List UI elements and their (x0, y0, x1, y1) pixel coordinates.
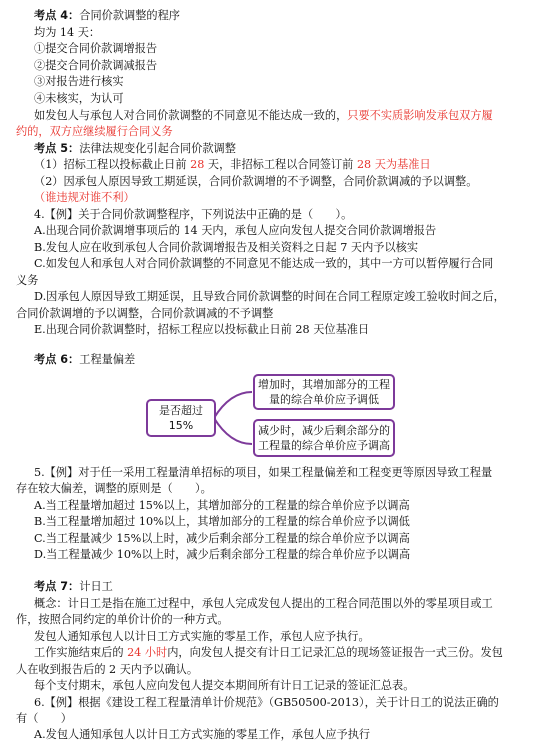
item1-highlight-days: 28 (190, 158, 205, 171)
section5-prefix: 考点 5： (34, 142, 80, 155)
example6-question-line1: 6.【例】根据《建设工程工程量清单计价规范》（GB50500-2013），关于计日工的说法正确的 (34, 696, 499, 709)
section7-period: 每个支付期末，承包人应向发包人提交本期间所有计日工记录的签证汇总表。 (34, 679, 415, 692)
example5-question-line2: 存在较大偏差，调整的原则是（ ）。 (16, 482, 212, 495)
example4-question: 4.【例】关于合同价款调整程序，下列说法中正确的是（ ）。 (34, 208, 353, 221)
center-line1: 是否超过 (159, 404, 203, 417)
diagram-upper-box (253, 374, 395, 410)
example4-option: E.出现合同价款调整时，招标工程应以投标截止日前 28 天位基准日 (34, 323, 370, 336)
section4-prefix: 考点 4： (34, 9, 80, 22)
section5-item2: （2）因承包人原因导致工期延误，合同价款调增的不予调整，合同价款调减的予以调整。 (34, 175, 478, 188)
example6-option-a: A.发包人通知承包人以计日工方式实施的零星工作，承包人应予执行 (34, 728, 371, 741)
example5-option: A.当工程量增加超过 15%以上，其增加部分的工程量的综合单价应予以调高 (34, 499, 410, 512)
report-text: 工作实施结束后的 (34, 646, 128, 659)
section6-prefix: 考点 6： (34, 353, 80, 366)
section7-concept-line1: 概念：计日工是指在施工过程中，承包人完成发包人提出的工程合同范围以外的零星项目或工 (34, 597, 493, 610)
section7-heading (34, 580, 113, 594)
report-highlight: 24 小时 (127, 646, 168, 659)
section5-note: （谁违规对谁不利） (34, 191, 135, 204)
section4-line: ③对报告进行核实 (34, 75, 124, 88)
section7-title: 计日工 (79, 580, 113, 593)
example5-option: C.当工程量减少 15%以上时，减少后剩余部分工程量的综合单价应予以调高 (34, 532, 410, 545)
section4-title: 合同价款调整的程序 (79, 9, 180, 22)
dispute-highlight: 只要不实质影响发承包双方履 (347, 109, 493, 122)
example5-option: B.当工程量增加超过 10%以上，其增加部分的工程量的综合单价应予以调低 (34, 515, 410, 528)
connector-lower (214, 418, 252, 444)
example5-option: D.当工程量减少 10%以上时，减少后剩余部分工程量的综合单价应予以调高 (34, 548, 411, 561)
section4-line: ④未核实，为认可 (34, 92, 124, 105)
section6-title: 工程量偏差 (79, 353, 136, 366)
example6-question-line2: 有（ ） (16, 712, 72, 725)
example4-option: C.如发包人和承包人对合同价款调整的不同意见不能达成一致的，其中一方可以暂停履行合同 (34, 257, 494, 270)
section4-dispute-line2: 约的，双方应继续履行合同义务 (16, 125, 173, 138)
center-line2: 15% (168, 419, 194, 432)
section7-prefix: 考点 7： (34, 580, 80, 593)
dispute-text: 如发包人与承包人对合同价款调整的不同意见不能达成一致的， (34, 109, 348, 122)
section7-notify: 发包人通知承包人以计日工方式实施的零星工作，承包人应予执行。 (34, 630, 370, 643)
upper-line1: 增加时，其增加部分的工程 (258, 378, 390, 391)
example4-option: B.发包人应在收到承包人合同价款调增报告及相关资料之日起 7 天内予以核实 (34, 241, 419, 254)
section4-line: 均为 14 天： (34, 26, 101, 39)
section4-line: ②提交合同价款调减报告 (34, 59, 158, 72)
example5-question-line1: 5.【例】对于任一采用工程量清单招标的项目，如果工程量偏差和工程变更等原因导致工程量 (34, 466, 493, 479)
item1-text: （1）招标工程以投标截止日前 (34, 158, 191, 171)
lower-line1: 减少时，减少后剩余部分的 (258, 424, 390, 437)
diagram-center-box (146, 399, 216, 437)
section7-report-line2: 人在收到报告后的 2 天内予以确认。 (16, 663, 199, 676)
example4-option: D.因承包人原因导致工期延误，且导致合同价款调整的时间在合同工程原定竣工验收时间之后， (34, 290, 505, 303)
diagram-lower-box (253, 419, 395, 457)
section4-line: ①提交合同价款调增报告 (34, 42, 158, 55)
section5-title: 法律法规变化引起合同价款调整 (79, 142, 236, 155)
item1-text-2: 天，非招标工程以合同签订前 (204, 158, 357, 171)
upper-line2: 量的综合单价应予调低 (269, 393, 379, 406)
lower-line2: 工程量的综合单价应予调高 (258, 439, 390, 452)
item1-highlight-base: 28 天为基准日 (356, 158, 431, 171)
connector-upper (214, 392, 252, 418)
section7-report-line1 (34, 646, 503, 660)
section7-concept-line2: 作，按照合同约定的单价计价的一种方式。 (16, 613, 229, 626)
example4-option-cont: 合同价款调增的予以调整，合同价款调减的不予调整 (16, 307, 274, 320)
report-text-2: 内，向发包人提交有计日工记录汇总的现场签证报告一式三份。发包 (167, 646, 503, 659)
example4-option: A.出现合同价款调增事项后的 14 天内，承包人应向发包人提交合同价款调增报告 (34, 224, 437, 237)
example4-option-cont: 义务 (16, 274, 39, 287)
